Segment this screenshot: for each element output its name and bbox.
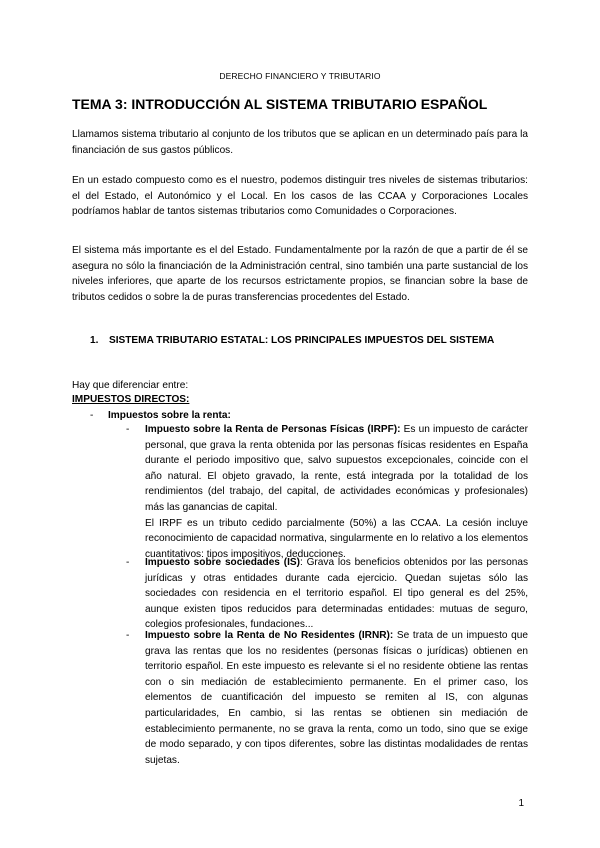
subheading-label: Impuestos sobre la renta: [108,410,231,421]
section-number: 1. [90,335,99,346]
list-item-irpf [126,422,528,562]
section-title: SISTEMA TRIBUTARIO ESTATAL: LOS PRINCIPALES IMPUESTOS DEL SISTEMA [109,335,495,346]
item-text [145,628,528,768]
item-description: : Grava los beneficios obtenidos por las personas jurídicas y otras entidades durante cada ejercicio. Quedan sujetas sólo las sociedades con residencia en el territorio español. El tipo general es del 25%, aunque existen tipos reducidos para determinadas entidades: mutuas de seguro, colegios profesionales, fundaciones... [145,557,528,631]
item-description: Es un impuesto de carácter personal, que grava la renta obtenida por las personas físicas residentes en España durante el periodo impositivo que, salvo supuestos excepcionales, coincide con el año natural. El objeto gravado, la rente, está integrada por la totalidad de los rendimientos (del trabajo, del capital, de actividades económicas y profesionales) más las ganancias de capital. [145,424,528,513]
item-term: Impuesto sobre la Renta de No Residentes (IRNR): [145,630,394,641]
intro-text: Hay que diferenciar entre: [72,380,189,391]
bullet-dash: - [126,424,130,435]
bullet-dash: - [90,410,94,421]
item-extra: El IRPF es un tributo cedido parcialmente (50%) a las CCAA. La cesión incluye reconocimiento de capacidad normativa, singularmente en lo relativo a los elementos cuantitativos: tipos impositivos, deducciones. [145,517,528,560]
paragraph-definition: Llamamos sistema tributario al conjunto de los tributos que se aplican en un determinado país para la financiación de sus gastos públicos. [72,129,528,156]
page-title: TEMA 3: INTRODUCCIÓN AL SISTEMA TRIBUTARIO ESPAÑOL [72,96,488,112]
income-taxes-subheading [90,409,231,423]
bullet-dash: - [126,630,130,641]
paragraph-levels: En un estado compuesto como es el nuestro, podemos distinguir tres niveles de sistemas tributarios: el del Estado, el Autonómico y el Local. En los casos de las CCAA y Corporaciones Locales podríamos hablar de tantos sistemas tributarios como Comunidades o Corporaciones. [72,175,528,218]
list-item-is [126,555,528,633]
bullet-dash: - [126,557,130,568]
item-term: Impuesto sobre sociedades (IS) [145,557,300,568]
item-text [145,422,528,516]
item-term: Impuesto sobre la Renta de Personas Físicas (IRPF): [145,424,401,435]
running-header: DERECHO FINANCIERO Y TRIBUTARIO [219,71,381,81]
list-item-irnr [126,628,528,768]
section-heading [90,334,528,348]
item-description: Se trata de un impuesto que grava las rentas que los no residentes (personas físicas o jurídicas) obtienen en territorio español. En este impuesto es relevante si el no residente obtiene las rentas con o sin mediación de establecimiento permanente. En el primer caso, los elementos de cuantificación del impuesto se remiten al IS, con algunas particularidades, En cambio, si las rentas se obtienen sin mediación de establecimiento permanente, no se grava la renta, como un todo, sino que se exige de modo separado, y con tipos diferentes, sobre las distintas modalidades de rentas sujetas. [145,630,529,766]
direct-taxes-heading: IMPUESTOS DIRECTOS: [72,394,190,405]
paragraph-state-system: El sistema más importante es el del Estado. Fundamentalmente por la razón de que a partir de él se asegura no sólo la financiación de la Administración central, sino también una parte sustancial de los niveles inferiores, que aparte de los recursos estrictamente propios, se financian sobre la base de tributos cedidos o sobre la de puras transferencias procedentes del Estado. [72,245,528,303]
page-number: 1 [518,798,524,809]
item-text [145,555,528,633]
